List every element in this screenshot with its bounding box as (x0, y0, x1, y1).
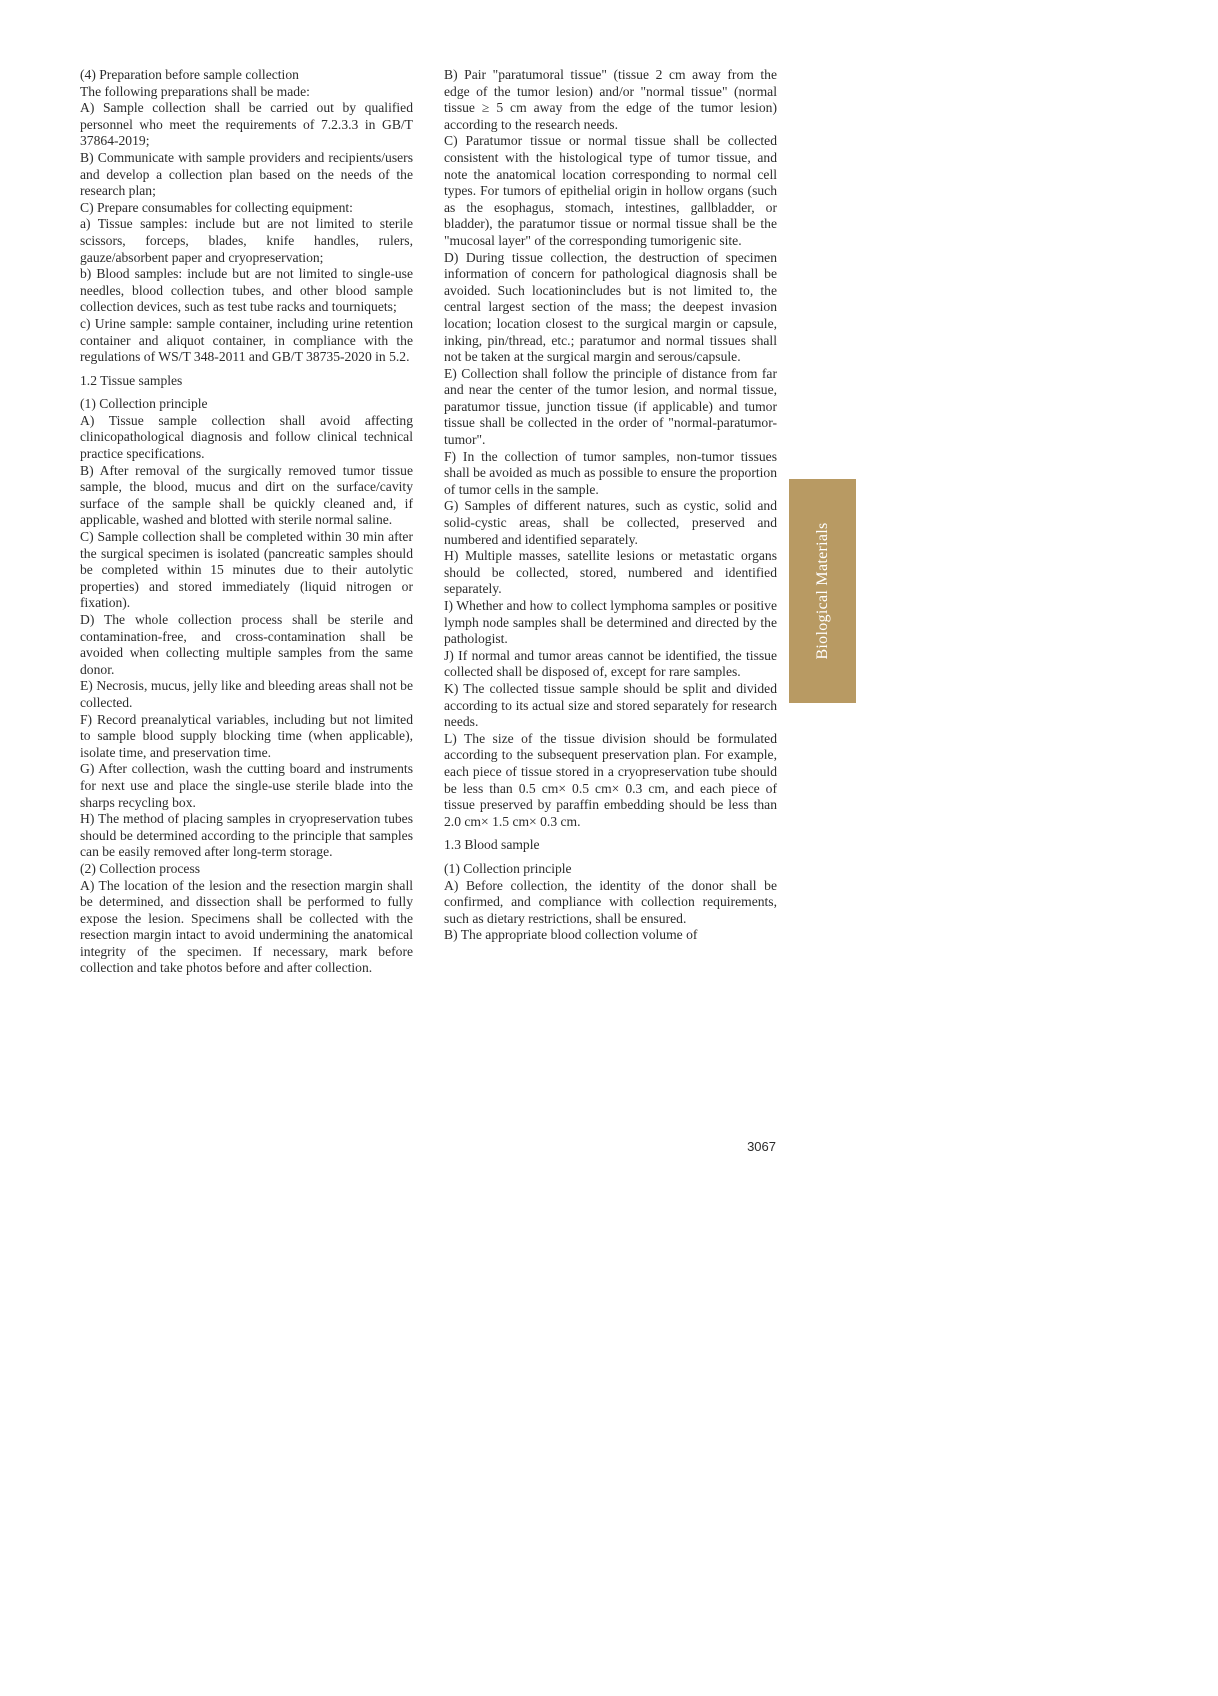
paragraph: D) During tissue collection, the destruction of specimen information of concern for pathological diagnosis shall be avoided. Such locationincludes but is not limited to, the central largest section of the mass; the deepest invasion location; location closest to the surgical margin or capsule, inking, pin/thread, etc.; paratumor and normal tissues shall not be taken at the surgical margin and serous/capsule. (444, 249, 777, 365)
paragraph: C) Prepare consumables for collecting equipment: (80, 199, 353, 215)
paragraph: B) Pair "paratumoral tissue" (tissue 2 cm away from the edge of the tumor lesion) and/or "normal tissue" (normal tissue ≥ 5 cm away from the edge of the tumor lesion) according to the research needs. (444, 67, 777, 132)
paragraph: H) Multiple masses, satellite lesions or metastatic organs should be collected, stored, numbered and identified separately. (444, 548, 777, 597)
paragraph: F) Record preanalytical variables, including but not limited to sample blood supply blocking time (when applicable), isolate time, and preservation time. (80, 711, 413, 760)
paragraph: c) Urine sample: sample container, including urine retention container and aliquot container, in compliance with the regulations of WS/T 348-2011 and GB/T 38735-2020 in 5.2. (80, 315, 413, 365)
paragraph: (4) Preparation before sample collection (80, 67, 299, 82)
paragraph: A) Tissue sample collection shall avoid affecting clinicopathological diagnosis and follow clinical technical practice specifications. (80, 412, 413, 462)
paragraph: A) Before collection, the identity of the donor shall be confirmed, and compliance with collection requirements, such as dietary restrictions, shall be ensured. (444, 877, 777, 926)
paragraph: (2) Collection process (80, 860, 201, 876)
paragraph: I) Whether and how to collect lymphoma samples or positive lymph node samples shall be determined and directed by the pathologist. (444, 598, 777, 647)
section-heading: 1.3 Blood sample (444, 837, 540, 853)
page-number: 3067 (747, 1139, 776, 1154)
paragraph: A) The location of the lesion and the resection margin shall be determined, and dissection shall be performed to fully expose the lesion. Specimens shall be collected with the resection margin intact to avoid undermining the anatomical integrity of the specimen. If necessary, mark before collection and take photos before and after collection. (80, 877, 413, 976)
paragraph: (1) Collection principle (80, 396, 208, 412)
paragraph: G) Samples of different natures, such as cystic, solid and solid-cystic areas, shall be collected, preserved and numbered and identified separately. (444, 498, 777, 547)
section-side-tab-label: Biological Materials (813, 522, 831, 660)
paragraph: (1) Collection principle (444, 860, 572, 876)
section-heading: 1.2 Tissue samples (80, 372, 183, 388)
paragraph: K) The collected tissue sample should be split and divided according to its actual size and stored separately for research needs. (444, 680, 777, 730)
paragraph: H) The method of placing samples in cryopreservation tubes should be determined according to the principle that samples can be easily removed after long-term storage. (80, 811, 413, 860)
paragraph: D) The whole collection process shall be sterile and contamination-free, and cross-contamination shall be avoided when collecting multiple samples from the same donor. (80, 612, 413, 677)
paragraph: C) Sample collection shall be completed within 30 min after the surgical specimen is isolated (pancreatic samples should be completed within 15 minutes due to their autolytic properties) and stored immediately (liquid nitrogen or fixation). (80, 529, 413, 611)
paragraph: a) Tissue samples: include but are not limited to sterile scissors, forceps, blades, knife handles, rulers, gauze/absorbent paper and cryopreservation; (80, 216, 413, 265)
paragraph: J) If normal and tumor areas cannot be identified, the tissue collected shall be disposed of, except for rare samples. (444, 647, 777, 680)
paragraph: B) After removal of the surgically removed tumor tissue sample, the blood, mucus and dirt on the surface/cavity surface of the sample shall be quickly cleaned and, if applicable, washed and blotted with sterile normal saline. (80, 462, 413, 528)
paragraph: b) Blood samples: include but are not limited to single-use needles, blood collection tubes, and other blood sample collection devices, such as test tube racks and tourniquets; (80, 266, 413, 315)
paragraph: B) The appropriate blood collection volume of (444, 927, 698, 943)
section-side-tab (789, 479, 856, 703)
paragraph: The following preparations shall be made: (80, 83, 310, 99)
right-text-column (444, 67, 777, 944)
paragraph: G) After collection, wash the cutting board and instruments for next use and place the single-use sterile blade into the sharps recycling box. (80, 761, 413, 810)
paragraph: A) Sample collection shall be carried out by qualified personnel who meet the requirements of 7.2.3.3 in GB/T 37864-2019; (80, 100, 413, 149)
paragraph: E) Necrosis, mucus, jelly like and bleeding areas shall not be collected. (80, 678, 413, 710)
paragraph: L) The size of the tissue division should be formulated according to the subsequent preservation plan. For example, each piece of tissue stored in a cryopreservation tube should be less than 0.5 cm× 0.5 cm× 0.3 cm, and each piece of tissue preserved by paraffin embedding should be less than 2.0 cm× 1.5 cm× 0.3 cm. (444, 730, 777, 829)
left-text-column (80, 67, 413, 977)
paragraph: B) Communicate with sample providers and recipients/users and develop a collection plan based on the needs of the research plan; (80, 149, 413, 199)
paragraph: C) Paratumor tissue or normal tissue shall be collected consistent with the histological type of tumor tissue, and note the anatomical location corresponding to normal cell types. For tumors of epithelial origin in hollow organs (such as the esophagus, stomach, intestines, gallbladder, or bladder), the paratumor tissue or normal tissue shall be the "mucosal layer" of the corresponding tumorigenic site. (444, 133, 777, 248)
paragraph: E) Collection shall follow the principle of distance from far and near the center of the tumor lesion, and normal tissue, paratumor tissue, junction tissue (if applicable) and tumor tissue shall be collected in the order of "normal-paratumor-tumor". (444, 365, 777, 448)
paragraph: F) In the collection of tumor samples, non-tumor tissues shall be avoided as much as possible to ensure the proportion of tumor cells in the sample. (444, 448, 777, 497)
